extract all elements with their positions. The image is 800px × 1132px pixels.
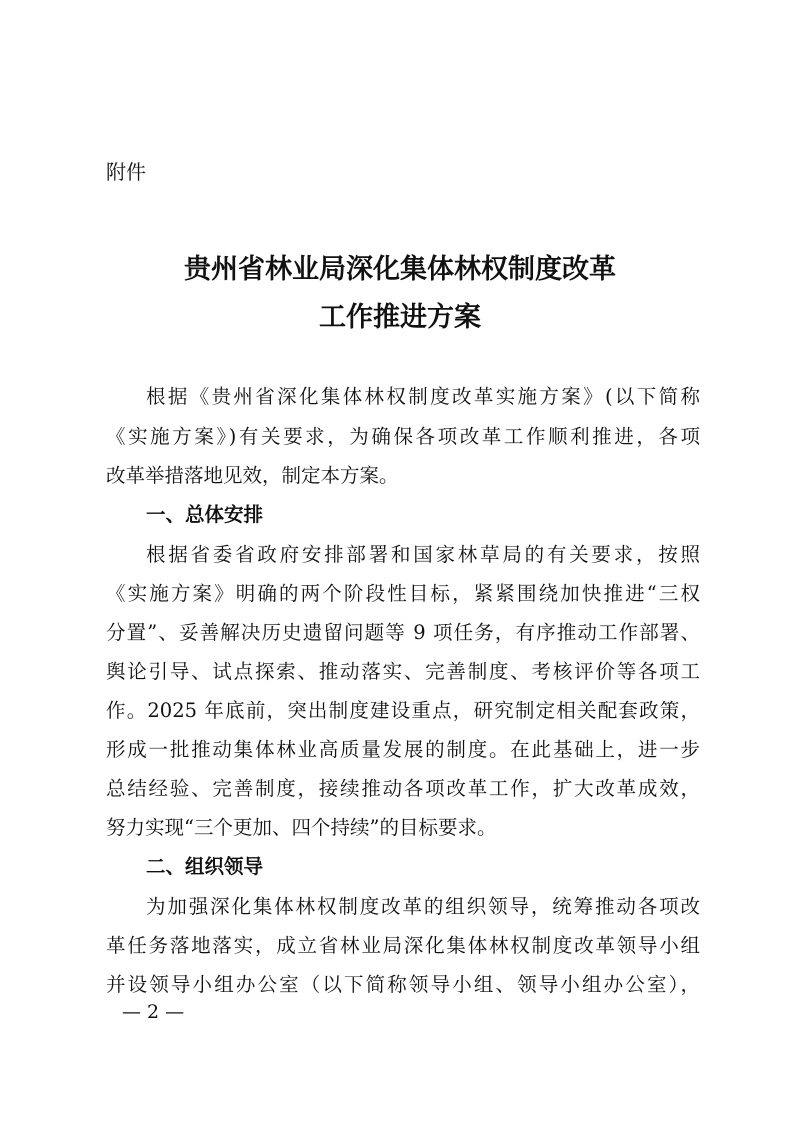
intro-line-1: 根据《贵州省深化集体林权制度改革实施方案》(以下简称 — [146, 385, 700, 408]
section1-line-4: 舆论引导、试点探索、推动落实、完善制度、考核评价等各项工 — [106, 660, 700, 683]
document-title-line-2: 工作推进方案 — [319, 302, 481, 333]
section1-line-2: 《实施方案》明确的两个阶段性目标，紧紧围绕加快推进“三权 — [106, 582, 700, 605]
section2-line-1: 为加强深化集体林权制度改革的组织领导，统筹推动各项改 — [146, 895, 700, 918]
intro-line-2: 《实施方案》)有关要求，为确保各项改革工作顺利推进，各项 — [106, 425, 700, 448]
section1-line-7: 总结经验、完善制度，接续推动各项改革工作，扩大改革成效， — [106, 777, 700, 800]
attachment-label: 附件 — [106, 160, 146, 184]
section-heading-organization-leadership: 二、组织领导 — [146, 855, 264, 878]
section2-line-3: 并设领导小组办公室（以下简称领导小组、领导小组办公室）， — [106, 973, 700, 996]
page-number: — 2 — — [122, 1001, 185, 1023]
intro-line-3: 改革举措落地见效，制定本方案。 — [106, 464, 399, 487]
section2-line-2: 革任务落地落实，成立省林业局深化集体林权制度改革领导小组 — [106, 934, 700, 957]
section1-line-5: 作。2025 年底前，突出制度建设重点，研究制定相关配套政策， — [106, 699, 700, 722]
section1-line-1: 根据省委省政府安排部署和国家林草局的有关要求，按照 — [146, 543, 700, 566]
section1-line-8: 努力实现“三个更加、四个持续”的目标要求。 — [106, 816, 497, 839]
section1-line-6: 形成一批推动集体林业高质量发展的制度。在此基础上，进一步 — [106, 738, 700, 761]
section-heading-overall-arrangement: 一、总体安排 — [146, 503, 264, 526]
section1-line-3: 分置”、妥善解决历史遗留问题等 9 项任务，有序推动工作部署、 — [106, 621, 700, 644]
document-title-line-1: 贵州省林业局深化集体林权制度改革 — [184, 254, 616, 285]
